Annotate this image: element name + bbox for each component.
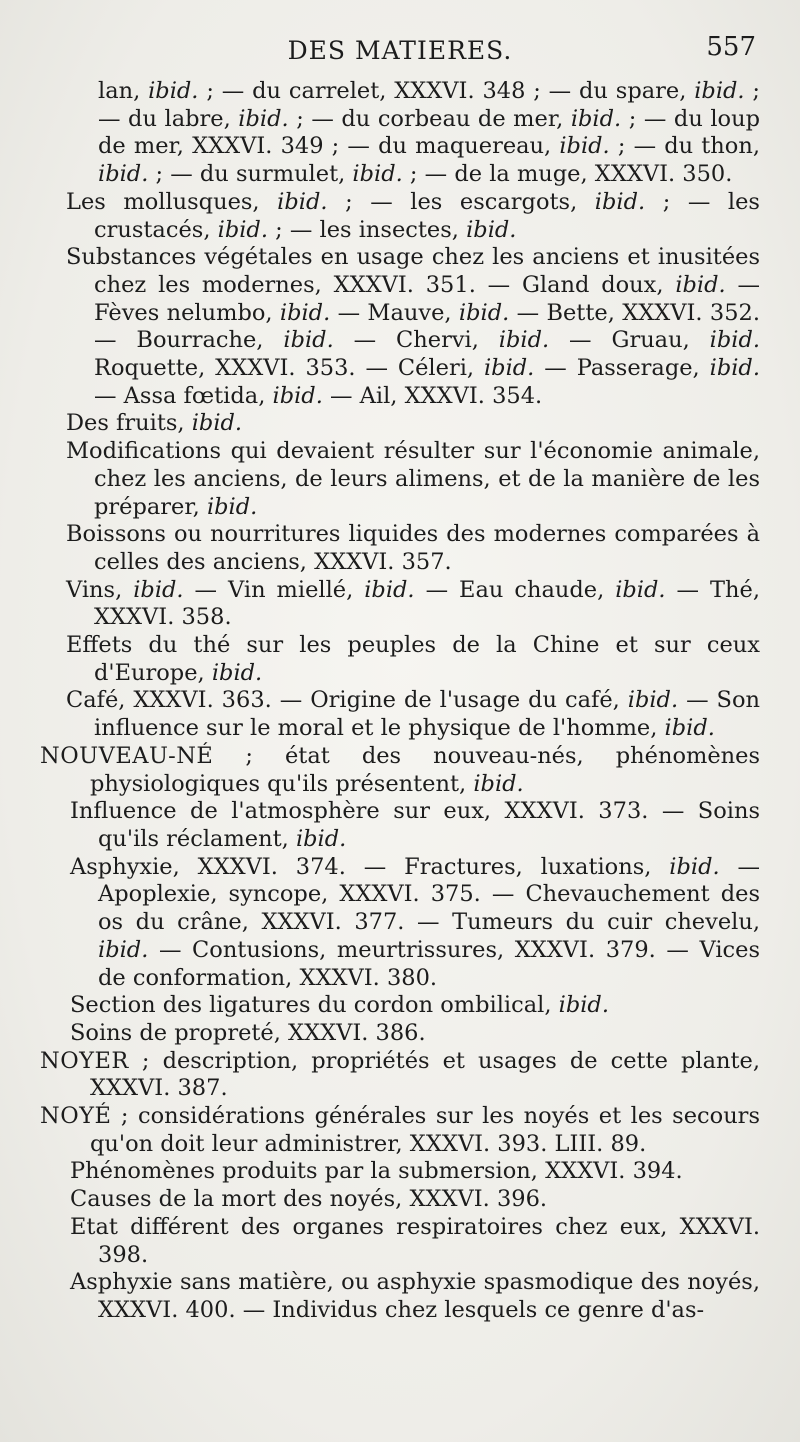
entry-text: ; — les crustacés, (94, 188, 760, 243)
index-entries (40, 78, 760, 1325)
ibid-reference: ibid. (483, 355, 535, 382)
entry-text: — Gruau, (549, 327, 710, 354)
entry-text: lan, (98, 78, 149, 104)
entry-text: — Bette, XXXVI. 352. — Bourrache, (94, 299, 760, 354)
index-headword-entry (40, 743, 760, 798)
entry-text: Vins, (66, 576, 134, 603)
ibid-reference: ibid. (272, 382, 323, 409)
entry-text: — Eau chaude, (414, 576, 616, 603)
ibid-reference: ibid. (473, 770, 524, 797)
ibid-reference: ibid. (664, 715, 715, 742)
headword: NOYER (40, 1047, 129, 1074)
ibid-reference: ibid. (364, 576, 415, 603)
ibid-reference: ibid. (98, 161, 149, 188)
ibid-reference: ibid. (295, 825, 347, 852)
entry-text: Soins de propreté, XXXVI. 386. (70, 1019, 426, 1046)
ibid-reference: ibid. (694, 78, 745, 104)
index-subentry (40, 244, 760, 410)
entry-text: ; état des nouveau-nés, phénomènes physiologiques qu'ils présentent, (90, 742, 760, 797)
entry-text: Roquette, XXXVI. 353. — Céleri, (94, 355, 484, 382)
ibid-reference: ibid. (559, 133, 610, 160)
entry-text: Causes de la mort des noyés, XXXVI. 396. (70, 1186, 548, 1213)
ibid-reference: ibid. (709, 327, 761, 354)
ibid-reference: ibid. (498, 327, 550, 354)
index-subentry (40, 577, 760, 632)
page-header (40, 30, 760, 78)
entry-text: Boissons ou nourritures liquides des modernes comparées à celles des anciens, XXXVI. 357. (66, 521, 760, 575)
entry-text: Café, XXXVI. 363. — Origine de l'usage du café, (66, 687, 628, 714)
page-number: 557 (706, 32, 756, 62)
ibid-reference: ibid. (458, 299, 510, 326)
entry-text: — Assa fœtida, (94, 382, 273, 409)
entry-text: Asphyxie sans matière, ou asphyxie spasmodique des noyés, XXXVI. 400. — Individus chez lesquels ce genre d'as- (70, 1269, 760, 1323)
entry-text: — Vin miellé, (183, 576, 365, 603)
index-subentry (40, 632, 760, 687)
entry-text: Etat différent des organes respiratoires chez eux, XXXVI. 398. (70, 1213, 760, 1268)
index-headword-entry (40, 1048, 760, 1103)
entry-text: Influence de l'atmosphère sur eux, XXXVI. 373. — Soins qu'ils réclament, (70, 798, 760, 852)
entry-text: — Chervi, (333, 327, 499, 354)
entry-text: ; description, propriétés et usages de cette plante, XXXVI. 387. (90, 1047, 760, 1102)
entry-text: Section des ligatures du cordon ombilical, (70, 992, 559, 1019)
entry-text: Asphyxie, XXXVI. 374. — Fractures, luxations, (70, 853, 670, 880)
entry-text: ; — du thon, (609, 133, 760, 160)
ibid-reference: ibid. (669, 853, 720, 880)
index-subentry (40, 854, 760, 993)
index-subentry (40, 438, 760, 521)
ibid-reference: ibid. (675, 271, 726, 298)
entry-text: Phénomènes produits par la submersion, XXXVI. 394. (70, 1158, 683, 1185)
entry-text: — Son influence sur le moral et le physique de l'homme, (94, 687, 760, 742)
index-subentry (40, 1269, 760, 1324)
ibid-reference: ibid. (570, 105, 622, 132)
entry-text: — Passerage, (534, 355, 710, 382)
index-subentry (40, 1158, 760, 1186)
entry-text: Les mollusques, (66, 188, 278, 215)
ibid-reference: ibid. (206, 493, 258, 520)
entry-text: Effets du thé sur les peuples de la Chine et sur ceux d'Europe, (66, 632, 760, 686)
index-subentry (40, 521, 760, 576)
ibid-reference: ibid. (98, 936, 149, 963)
entry-text: ; — du labre, (98, 78, 761, 132)
entry-text: — Ail, XXXVI. 354. (322, 382, 543, 409)
entry-text: ; — du corbeau de mer, (288, 105, 571, 132)
entry-text: Modifications qui devaient résulter sur l'économie animale, chez les anciens, de leurs alimens, et de la manière de les préparer, (66, 438, 760, 520)
ibid-reference: ibid. (238, 105, 289, 132)
entry-text: ; — du carrelet, XXXVI. 348 ; — du spare, (198, 78, 695, 104)
running-title: DES MATIERES. (287, 36, 513, 65)
entry-text: ; — de la muge, XXXVI. 350. (402, 161, 733, 188)
index-subentry (40, 1020, 760, 1048)
index-subentry (40, 1186, 760, 1214)
index-subentry (40, 78, 760, 189)
index-subentry (40, 992, 760, 1020)
entry-text: Substances végétales en usage chez les anciens et inusitées chez les modernes, XXXVI. 351. — Gland doux, (66, 244, 760, 298)
index-subentry (40, 410, 760, 438)
entry-text: — Fèves nelumbo, (94, 271, 760, 326)
ibid-reference: ibid. (133, 576, 184, 603)
ibid-reference: ibid. (627, 687, 679, 714)
entry-text: ; — du loup de mer, XXXVI. 349 ; — du maquereau, (98, 105, 761, 160)
ibid-reference: ibid. (148, 78, 199, 104)
entry-text: — Apoplexie, syncope, XXXVI. 375. — Chevauchement des os du crâne, XXXVI. 377. — Tumeurs du cuir chevelu, (98, 853, 760, 936)
entry-text: — Contusions, meurtrissures, XXXVI. 379. — Vices de conformation, XXXVI. 380. (98, 936, 760, 991)
ibid-reference: ibid. (279, 299, 331, 326)
ibid-reference: ibid. (191, 410, 243, 437)
headword: NOUVEAU-NÉ (40, 742, 214, 769)
entry-text: Des fruits, (66, 410, 192, 437)
ibid-reference: ibid. (277, 188, 328, 215)
entry-text: ; — les escargots, (327, 188, 595, 215)
ibid-reference: ibid. (594, 188, 646, 215)
entry-text: ; considérations générales sur les noyés et les secours qu'on doit leur administrer, XXXVI. 393. LIII. 89. (90, 1103, 760, 1157)
index-subentry (40, 687, 760, 742)
index-headword-entry (40, 1103, 760, 1158)
headword: NOYÉ (40, 1103, 112, 1130)
entry-text: — Mauve, (330, 299, 459, 326)
index-subentry (40, 189, 760, 244)
ibid-reference: ibid. (211, 659, 263, 686)
ibid-reference: ibid. (283, 327, 334, 354)
entry-text: ; — du surmulet, (148, 161, 353, 188)
ibid-reference: ibid. (352, 161, 403, 188)
ibid-reference: ibid. (466, 216, 517, 243)
index-subentry (40, 798, 760, 853)
entry-text: — Thé, XXXVI. 358. (94, 576, 760, 631)
entry-text: ; — les insectes, (267, 216, 467, 243)
ibid-reference: ibid. (558, 992, 609, 1019)
ibid-reference: ibid. (709, 355, 760, 382)
ibid-reference: ibid. (615, 576, 666, 603)
ibid-reference: ibid. (217, 216, 268, 243)
index-subentry (40, 1214, 760, 1269)
